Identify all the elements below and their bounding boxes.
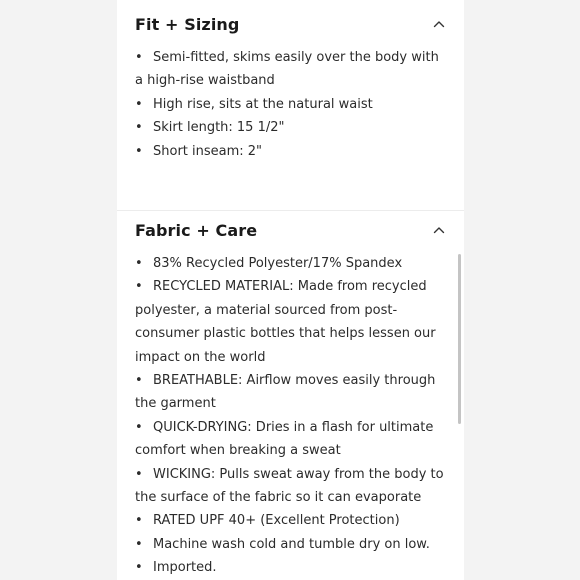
bullet: • (135, 513, 143, 529)
list-item: • QUICK-DRYING: Dries in a flash for ultimate comfort when breaking a sweat (135, 416, 445, 463)
list-item: • 83% Recycled Polyester/17% Spandex (135, 252, 445, 275)
fabric-care-header[interactable] (135, 215, 446, 245)
list-item: • Machine wash cold and tumble dry on low. (135, 533, 445, 556)
bullet: • (135, 560, 143, 576)
fit-sizing-header[interactable] (135, 9, 446, 39)
bullet: • (135, 50, 143, 65)
scrollbar-thumb[interactable] (458, 254, 461, 424)
bullet: • (135, 96, 143, 112)
list-item: • BREATHABLE: Airflow moves easily through the garment (135, 369, 445, 416)
chevron-up-icon[interactable] (432, 223, 446, 237)
list-item: • WICKING: Pulls sweat away from the body to the surface of the fabric so it can evaporate (135, 463, 445, 510)
list-item: • Skirt length: 15 1/2" (135, 116, 445, 139)
chevron-up-icon[interactable] (432, 17, 446, 31)
fit-sizing-list (135, 46, 445, 163)
bullet: • (135, 120, 143, 136)
list-item: • High rise, sits at the natural waist (135, 93, 445, 116)
list-item: • Imported. (135, 556, 445, 579)
section-divider (117, 210, 464, 211)
fit-sizing-title: Fit + Sizing (135, 14, 240, 34)
list-item: • RECYCLED MATERIAL: Made from recycled polyester, a material sourced from post-consumer plastic bottles that helps lessen our impact on the world (135, 275, 445, 369)
bullet: • (135, 256, 143, 271)
bullet: • (135, 419, 143, 435)
bullet: • (135, 143, 143, 159)
fabric-care-title: Fabric + Care (135, 220, 258, 240)
list-item: • RATED UPF 40+ (Excellent Protection) (135, 509, 445, 532)
list-item: • Semi-fitted, skims easily over the body with a high-rise waistband (135, 46, 445, 93)
product-details-panel (117, 0, 464, 580)
bullet: • (135, 373, 143, 389)
fabric-care-list (135, 252, 445, 580)
list-item: • Short inseam: 2" (135, 140, 445, 163)
bullet: • (135, 536, 143, 552)
bullet: • (135, 466, 143, 482)
bullet: • (135, 279, 143, 295)
